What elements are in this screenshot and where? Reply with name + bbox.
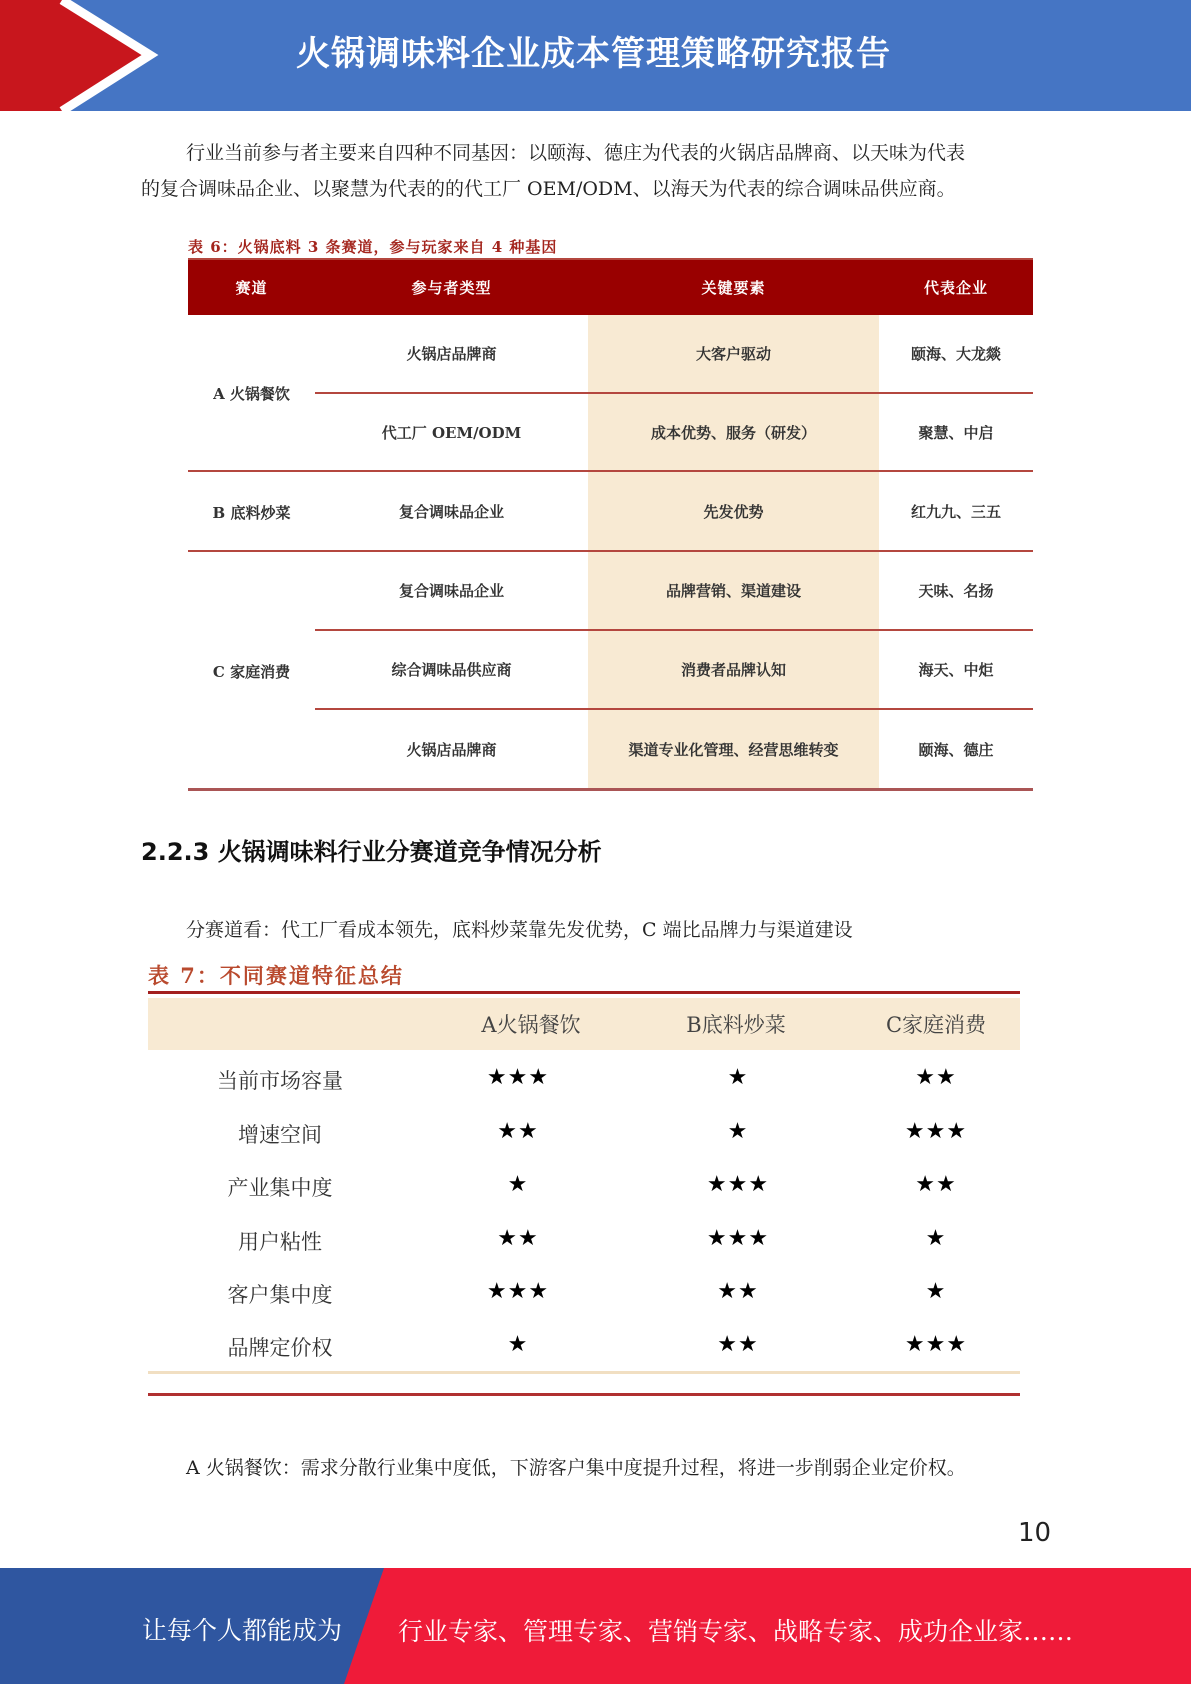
table6-cell: 消费者品牌认知 <box>680 661 786 679</box>
table6-cell: 综合调味品供应商 <box>391 661 512 679</box>
star-rating: ★★★ <box>706 1172 770 1197</box>
table6-cell: 颐海、大龙燚 <box>910 345 1001 363</box>
table7-row-label: 产业集中度 <box>227 1176 333 1200</box>
footer-slogan-right: 行业专家、管理专家、营销专家、战略专家、成功企业家…… <box>398 1617 1074 1646</box>
table6-cell: 聚慧、中启 <box>918 423 994 442</box>
star-rating: ★★ <box>717 1279 759 1304</box>
star-rating: ★★ <box>497 1226 539 1251</box>
table7-row-label: 客户集中度 <box>227 1283 333 1307</box>
intro-line-2: 的复合调味品企业、以聚慧为代表的的代工厂 OEM/ODM、以海天为代表的综合调味品供应商。 <box>141 178 956 200</box>
table6-header-track: 赛道 <box>235 279 268 297</box>
table7-row-label: 增速空间 <box>238 1123 322 1147</box>
star-rating: ★ <box>727 1065 749 1090</box>
table6-cell: 火锅店品牌商 <box>406 740 497 759</box>
table6-header-player: 参与者类型 <box>411 279 492 297</box>
star-rating: ★ <box>727 1119 749 1144</box>
table7-row-label: 当前市场容量 <box>217 1069 343 1093</box>
table6-cell: 颐海、德庄 <box>918 740 994 759</box>
star-rating: ★ <box>925 1226 947 1251</box>
star-rating: ★★★ <box>904 1119 968 1144</box>
star-rating: ★★★ <box>486 1279 550 1304</box>
page-footer <box>0 1568 1191 1684</box>
star-rating: ★★★ <box>904 1332 968 1357</box>
table6-header-company: 代表企业 <box>923 279 988 297</box>
star-rating: ★★ <box>717 1332 759 1357</box>
segment-summary-text: 分赛道看：代工厂看成本领先，底料炒菜靠先发优势，C 端比品牌力与渠道建设 <box>186 919 853 941</box>
table6-cell: 代工厂 OEM/ODM <box>381 423 522 442</box>
table6-header-key-factor: 关键要素 <box>701 279 766 297</box>
table7-row-label: 用户粘性 <box>238 1230 322 1254</box>
star-rating: ★★★ <box>706 1226 770 1251</box>
table6-cell: 海天、中炬 <box>918 661 994 679</box>
star-rating: ★★ <box>497 1119 539 1144</box>
table7-header-b: B底料炒菜 <box>686 1013 786 1037</box>
table6-cell: 先发优势 <box>703 502 764 521</box>
table7 <box>148 988 1020 1403</box>
table7-bottom-rule <box>148 1393 1020 1396</box>
table6-group-b: B 底料炒菜 <box>212 503 291 522</box>
table6-caption: 表 6：火锅底料 3 条赛道，参与玩家来自 4 种基因 <box>188 238 558 256</box>
table6-cell: 成本优势、服务（研发） <box>650 423 816 442</box>
star-rating: ★ <box>925 1279 947 1304</box>
table6-cell: 天味、名扬 <box>918 582 994 600</box>
table6-cell: 红九九、三五 <box>910 502 1001 521</box>
table6-cell: 复合调味品企业 <box>398 502 504 521</box>
table6-group-a: A 火锅餐饮 <box>213 385 290 403</box>
table6-bottom-rule <box>188 788 1033 791</box>
star-rating: ★★★ <box>486 1065 550 1090</box>
table6-group-c: C 家庭消费 <box>212 663 291 681</box>
star-rating: ★ <box>507 1172 529 1197</box>
intro-line-1: 行业当前参与者主要来自四种不同基因：以颐海、德庄为代表的火锅店品牌商、以天味为代表 <box>186 142 966 164</box>
table7-header-c: C家庭消费 <box>885 1013 987 1037</box>
table7-top-rule <box>148 991 1020 994</box>
table7-inner-rule <box>148 1371 1020 1374</box>
page-header <box>0 0 1191 111</box>
section-heading: 2.2.3 火锅调味料行业分赛道竞争情况分析 <box>141 838 602 866</box>
star-rating: ★★ <box>915 1065 957 1090</box>
report-title: 火锅调味料企业成本管理策略研究报告 <box>296 34 891 74</box>
table6-cell: 渠道专业化管理、经营思维转变 <box>628 740 839 759</box>
table6-cell: 大客户驱动 <box>695 345 771 363</box>
star-rating: ★★ <box>915 1172 957 1197</box>
table7-row-label: 品牌定价权 <box>227 1336 333 1360</box>
footer-slogan-left: 让每个人都能成为 <box>142 1616 343 1645</box>
table6-cell: 品牌营销、渠道建设 <box>665 582 801 600</box>
table7-caption: 表 7：不同赛道特征总结 <box>148 963 404 988</box>
page-number: 10 <box>1018 1518 1052 1548</box>
table7-header-a: A火锅餐饮 <box>481 1013 581 1037</box>
star-rating: ★ <box>507 1332 529 1357</box>
catering-segment-text: A 火锅餐饮：需求分散行业集中度低，下游客户集中度提升过程，将进一步削弱企业定价权。 <box>186 1457 966 1479</box>
table6-cell: 复合调味品企业 <box>398 582 504 600</box>
table6-cell: 火锅店品牌商 <box>406 345 497 363</box>
table6 <box>188 258 1033 793</box>
